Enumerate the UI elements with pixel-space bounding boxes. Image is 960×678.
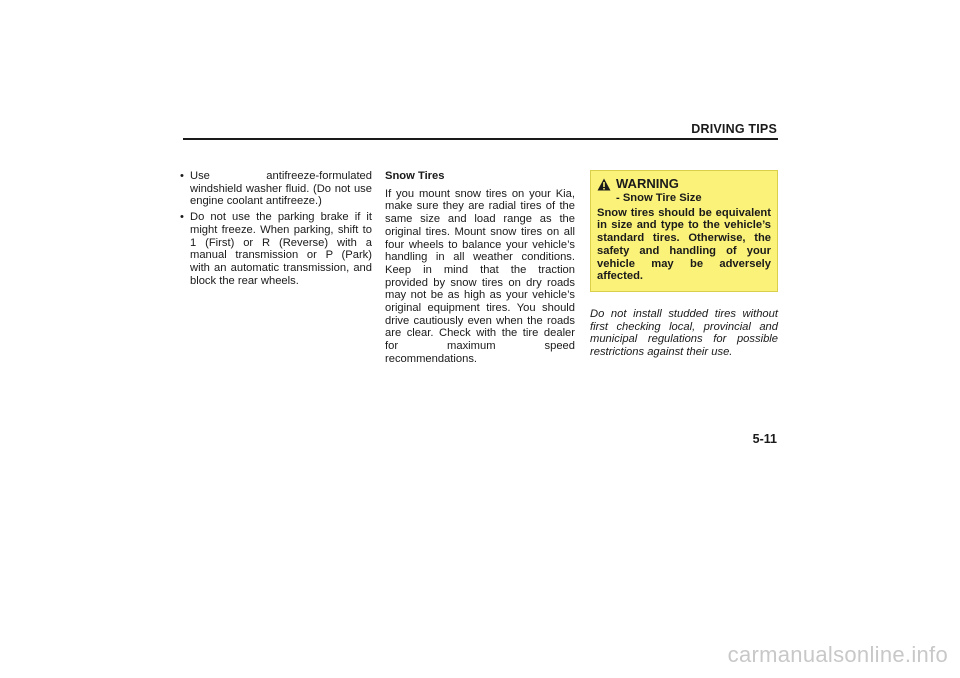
- warning-title: WARNING: [616, 176, 679, 192]
- column-middle: [385, 170, 575, 366]
- section-title: DRIVING TIPS: [691, 122, 777, 136]
- watermark: carmanualsonline.info: [727, 642, 948, 667]
- list-item: [180, 211, 372, 287]
- tips-list: [180, 170, 372, 287]
- list-item: [180, 170, 372, 208]
- snow-tires-heading: Snow Tires: [385, 170, 445, 182]
- bullet-icon: •: [180, 170, 184, 182]
- snow-tires-body: If you mount snow tires on your Kia, make sure they are radial tires of the same size and load range as the original tires. Mount snow tires on all four wheels to balance your vehicle’s handling in all weather conditions. Keep in mind that the traction provided by snow tires on dry roads may not be as high as your vehicle’s original equipment tires. You should drive cautiously even when the roads are clear. Check with the tire dealer for maximum speed recommendations.: [385, 187, 575, 365]
- bullet-icon: •: [180, 211, 184, 224]
- header-divider: [183, 138, 778, 140]
- warning-header: [597, 178, 771, 191]
- studded-tires-note: Do not install studded tires without first checking local, provincial and municipal regulations for possible restrictions against their use.: [590, 307, 778, 359]
- list-item-text: Do not use the parking brake if it might freeze. When parking, shift to 1 (First) or R (Reverse) with a manual transmission or P (Park) with an automatic transmission, and block the rear wheels.: [190, 211, 372, 287]
- warning-box: [590, 170, 778, 292]
- warning-text: Snow tires should be equivalent in size and type to the vehicle’s standard tires. Otherwise, the safety and handling of your vehicle may be adversely affected.: [597, 206, 771, 283]
- list-item-text: Use antifreeze-formulated windshield washer fluid. (Do not use engine coolant antifreeze.): [190, 170, 372, 208]
- column-right: [590, 170, 778, 359]
- warning-triangle-icon: [597, 178, 611, 191]
- warning-subtitle: - Snow Tire Size: [616, 192, 702, 204]
- page-number: 5-11: [752, 432, 777, 446]
- column-left: [180, 170, 372, 290]
